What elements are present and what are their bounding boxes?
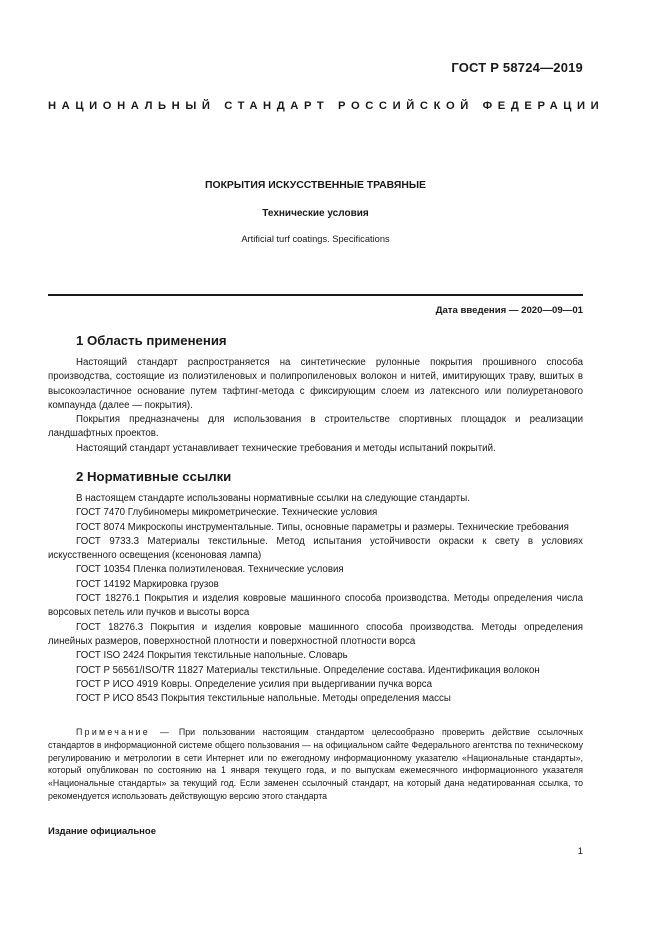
reference-item: ГОСТ 10354 Пленка полиэтиленовая. Технические условия: [76, 564, 344, 576]
reference-item: ГОСТ ISO 2424 Покрытия текстильные напольные. Словарь: [76, 650, 348, 662]
reference-item: ГОСТ 14192 Маркировка грузов: [76, 578, 219, 590]
reference-item: ГОСТ 9733.3 Материалы текстильные. Метод испытания устойчивости окраски к свету в условиях искусственного освещения (ксеноновая лампа): [48, 535, 583, 562]
section-1-heading: 1 Область применения: [76, 333, 227, 348]
introduction-date: Дата введения — 2020—09—01: [435, 305, 583, 316]
section-1-paragraph: Покрытия предназначены для использования в строительстве спортивных площадок и реализации ландшафтных проектов.: [48, 414, 583, 440]
section-1-paragraph: Настоящий стандарт устанавливает технические требования и методы испытаний покрытий.: [76, 442, 496, 454]
document-title: ПОКРЫТИЯ ИСКУССТВЕННЫЕ ТРАВЯНЫЕ: [205, 180, 426, 191]
reference-item: ГОСТ 8074 Микроскопы инструментальные. Типы, основные параметры и размеры. Технические требования: [76, 521, 569, 533]
reference-item: ГОСТ 7470 Глубиномеры микрометрические. Технические условия: [76, 507, 378, 519]
official-edition-label: Издание официальное: [48, 826, 156, 837]
section-2-heading: 2 Нормативные ссылки: [76, 469, 232, 484]
reference-item: ГОСТ 18276.3 Покрытия и изделия ковровые машинного способа производства. Методы определения линейных размеров, поверхностной плотности и поверхностной плотности ворса: [48, 621, 583, 647]
document-title-english: Artificial turf coatings. Specifications: [241, 234, 390, 244]
document-subtitle: Технические условия: [262, 208, 369, 219]
section-2-paragraph: В настоящем стандарте использованы нормативные ссылки на следующие стандарты.: [76, 493, 470, 504]
reference-item: ГОСТ Р ИСО 4919 Ковры. Определение усилия при выдергивании пучка ворса: [76, 678, 432, 690]
section-2-body: [48, 492, 583, 706]
section-1-body: [48, 356, 583, 456]
note-label: Примечание —: [76, 727, 172, 737]
references-note: [48, 726, 583, 803]
title-divider: [48, 294, 583, 296]
page-number: 1: [577, 846, 583, 857]
note-text: При пользовании настоящим стандартом целесообразно проверить действие ссылочных стандартов в информационной системе общего пользования — на официальном сайте Федерального агентства по техническому регулированию и метрологии в сети Интернет или по ежегодному информационному указателю «Национальные стандарты», который опубликован по состоянию на 1 января текущего года, и по выпускам ежемесячного информационного указателя «Национальные стандарты» за текущий год. Если заменен ссылочный стандарт, на который дана недатированная ссылка, то рекомендуется использовать действующую версию этого стандарта: [48, 727, 584, 801]
section-1-paragraph: Настоящий стандарт распространяется на синтетические рулонные покрытия прошивного способа производства, состоящие из полиэтиленовых и полипропиленовых волокон и нитей, имитирующих траву, вшитых в высокоэластичное основание путем тафтинг-метода с фиксирующим слоем из латексного или полиуретанового компаунда (далее — покрытия).: [48, 357, 583, 411]
reference-item: ГОСТ Р 56561/ISO/TR 11827 Материалы текстильные. Определение состава. Идентификация волокон: [76, 664, 540, 676]
national-standard-banner: НАЦИОНАЛЬНЫЙ СТАНДАРТ РОССИЙСКОЙ ФЕДЕРАЦИИ: [48, 100, 605, 112]
reference-item: ГОСТ Р ИСО 8543 Покрытия текстильные напольные. Методы определения массы: [76, 693, 451, 705]
document-number: ГОСТ Р 58724—2019: [451, 60, 583, 75]
reference-item: ГОСТ 18276.1 Покрытия и изделия ковровые машинного способа производства. Методы определения числа ворсовых петель или пучков и высоты ворса: [48, 593, 583, 619]
